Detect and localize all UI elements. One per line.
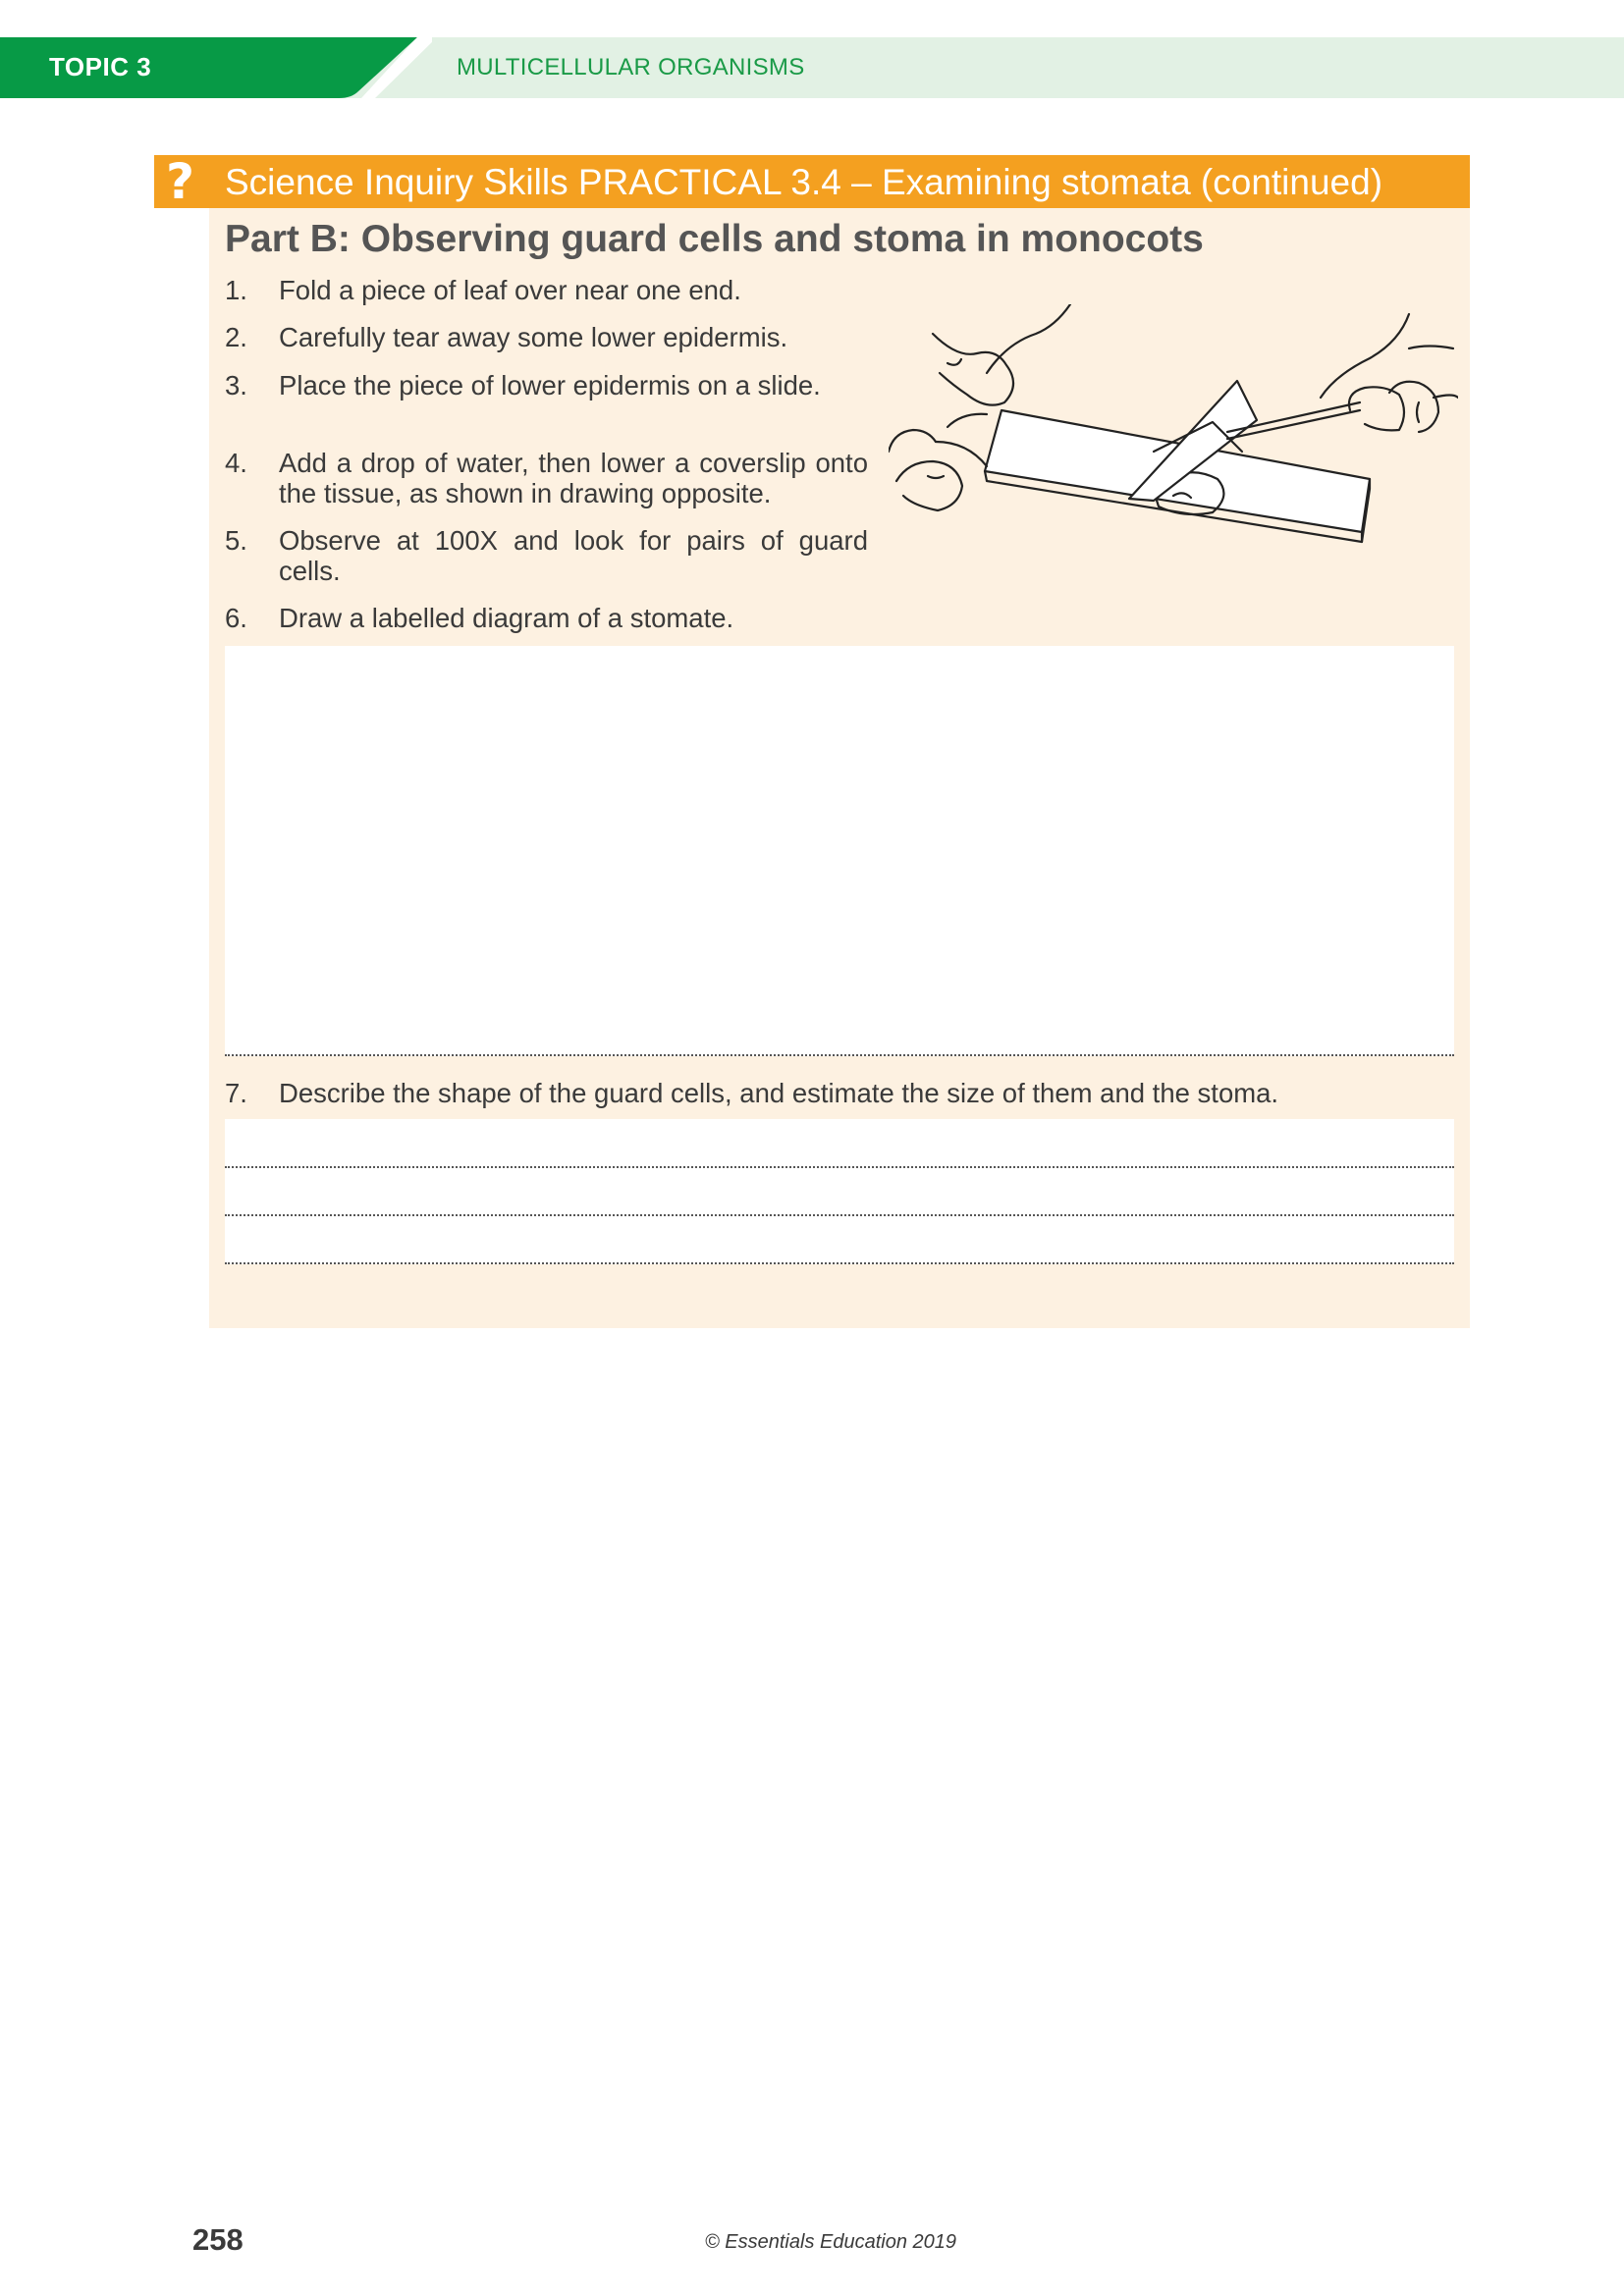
coverslip-illustration	[889, 304, 1458, 579]
step-text: Carefully tear away some lower epidermis.	[279, 322, 788, 352]
copyright-notice: © Essentials Education 2019	[705, 2231, 957, 2253]
drawing-answer-box[interactable]	[225, 646, 1454, 1056]
question-mark-icon: ?	[166, 153, 195, 210]
practical-title: Science Inquiry Skills PRACTICAL 3.4 – Examining stomata (continued)	[225, 162, 1383, 202]
step-text: Add a drop of water, then lower a coverslip onto the tissue, as shown in drawing opposite.	[279, 448, 868, 508]
part-title: Part B: Observing guard cells and stoma in monocots	[225, 218, 1204, 260]
step-text: Observe at 100X and look for pairs of guard cells.	[279, 525, 868, 586]
answer-line[interactable]	[225, 1214, 1454, 1216]
page-number: 258	[192, 2222, 244, 2257]
topic-label: TOPIC 3	[49, 52, 152, 81]
step-number: 6.	[225, 603, 247, 633]
step-text: Draw a labelled diagram of a stomate.	[279, 603, 734, 633]
step-text: Place the piece of lower epidermis on a slide.	[279, 370, 821, 400]
step-number: 4.	[225, 448, 247, 478]
step-number: 5.	[225, 525, 247, 556]
step-number: 7.	[225, 1078, 247, 1108]
step-text: Describe the shape of the guard cells, and estimate the size of them and the stoma.	[279, 1078, 1279, 1108]
step-number: 2.	[225, 322, 247, 352]
step-number: 1.	[225, 275, 247, 305]
topic-header	[0, 37, 1624, 98]
step-number: 3.	[225, 370, 247, 400]
answer-line[interactable]	[225, 1166, 1454, 1168]
step-text: Fold a piece of leaf over near one end.	[279, 275, 741, 305]
practical-title-bar	[154, 155, 1470, 208]
written-answer-box[interactable]	[225, 1119, 1454, 1264]
answer-line[interactable]	[225, 1262, 1454, 1264]
chapter-label: MULTICELLULAR ORGANISMS	[457, 54, 805, 80]
